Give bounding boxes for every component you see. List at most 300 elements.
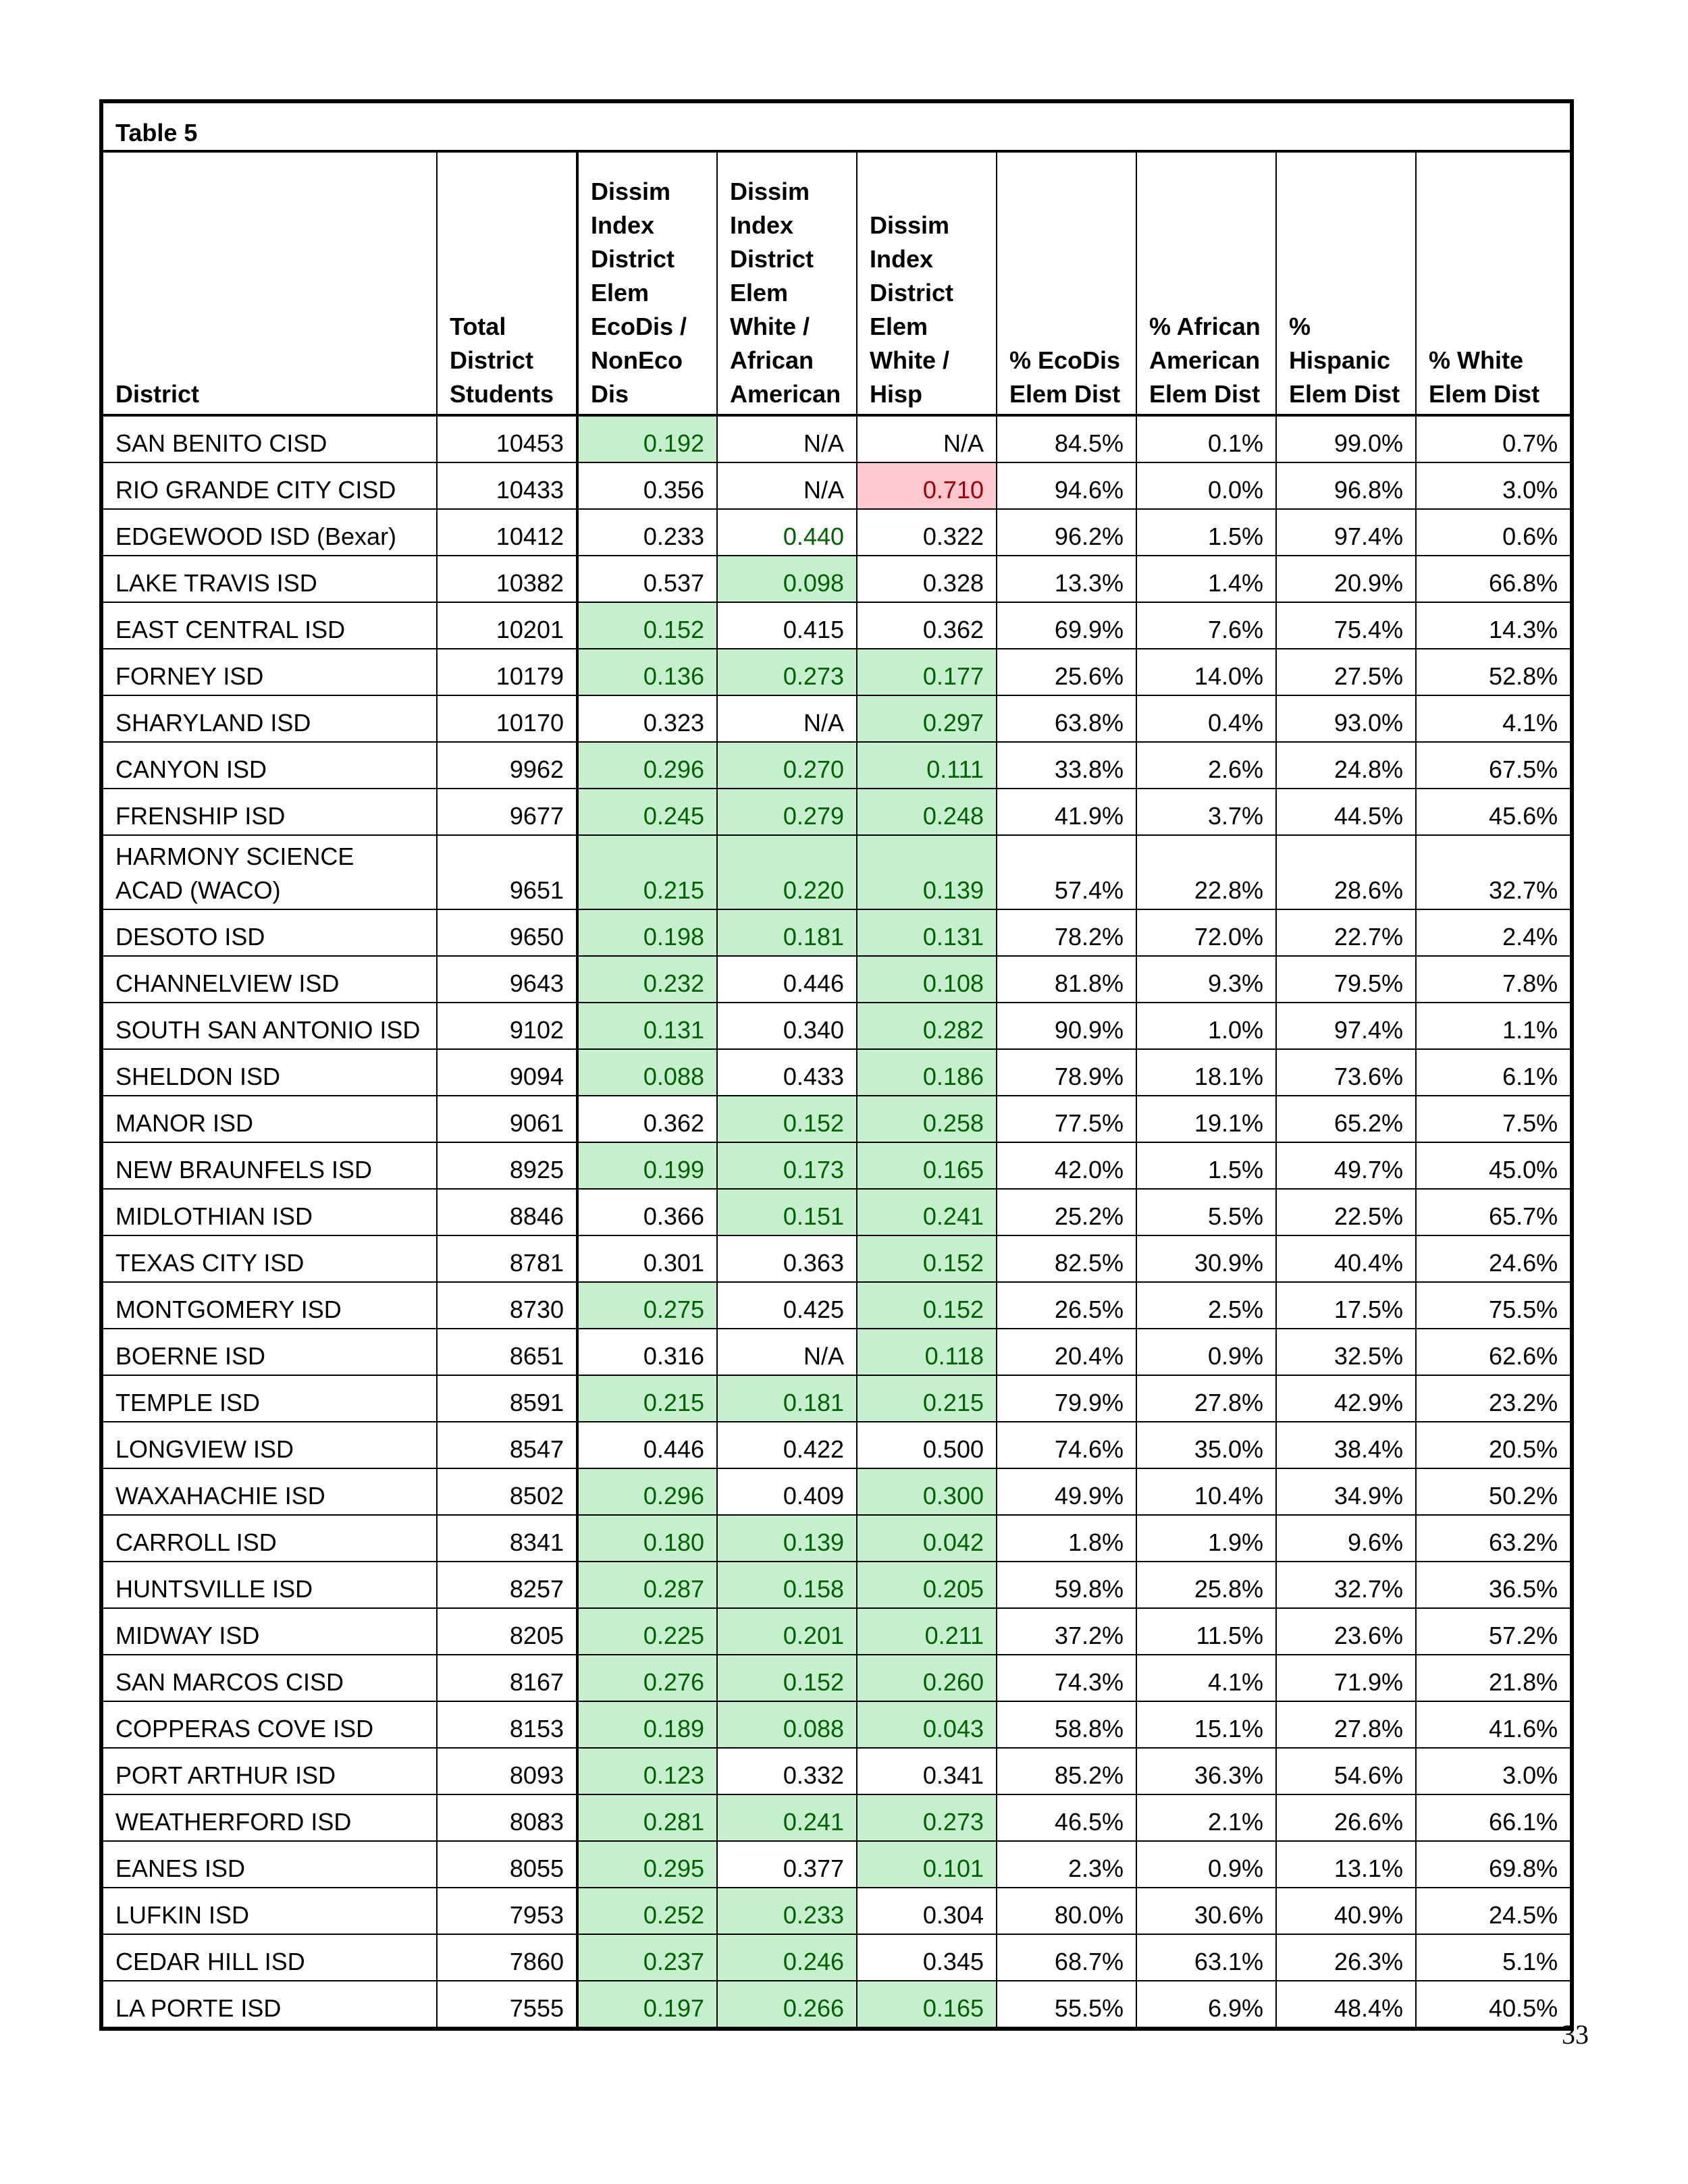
table-row bbox=[101, 742, 1572, 789]
cell-total-students: 10179 bbox=[437, 649, 577, 695]
cell-pct-hispanic: 73.6% bbox=[1276, 1049, 1416, 1096]
cell-pct-white: 21.8% bbox=[1416, 1655, 1572, 1701]
cell-pct-white: 5.1% bbox=[1416, 1934, 1572, 1981]
cell-dissim-white-aa: 0.415 bbox=[717, 602, 857, 649]
cell-pct-hispanic: 24.8% bbox=[1276, 742, 1416, 789]
page-number: 33 bbox=[1562, 2019, 1589, 2050]
cell-pct-african-american: 22.8% bbox=[1136, 835, 1276, 909]
cell-pct-white: 62.6% bbox=[1416, 1329, 1572, 1375]
cell-pct-white: 20.5% bbox=[1416, 1422, 1572, 1468]
cell-dissim-ecodis: 0.180 bbox=[577, 1515, 717, 1562]
cell-total-students: 7860 bbox=[437, 1934, 577, 1981]
cell-district: EAST CENTRAL ISD bbox=[101, 602, 437, 649]
header-total-students: Total District Students bbox=[437, 151, 577, 415]
cell-pct-hispanic: 22.7% bbox=[1276, 909, 1416, 956]
cell-pct-white: 57.2% bbox=[1416, 1608, 1572, 1655]
cell-dissim-white-hisp: 0.341 bbox=[857, 1748, 997, 1794]
cell-pct-hispanic: 38.4% bbox=[1276, 1422, 1416, 1468]
cell-district: DESOTO ISD bbox=[101, 909, 437, 956]
cell-pct-white: 24.5% bbox=[1416, 1888, 1572, 1934]
cell-pct-african-american: 6.9% bbox=[1136, 1981, 1276, 2029]
cell-pct-hispanic: 97.4% bbox=[1276, 509, 1416, 556]
cell-pct-white: 52.8% bbox=[1416, 649, 1572, 695]
cell-pct-hispanic: 26.3% bbox=[1276, 1934, 1416, 1981]
cell-pct-hispanic: 17.5% bbox=[1276, 1282, 1416, 1329]
cell-dissim-ecodis: 0.316 bbox=[577, 1329, 717, 1375]
cell-total-students: 9651 bbox=[437, 835, 577, 909]
cell-pct-african-american: 1.5% bbox=[1136, 509, 1276, 556]
cell-total-students: 9102 bbox=[437, 1003, 577, 1049]
cell-pct-ecodis: 58.8% bbox=[997, 1701, 1136, 1748]
cell-total-students: 8167 bbox=[437, 1655, 577, 1701]
header-dissim-ecodis: Dissim Index District Elem EcoDis / NonEco Dis bbox=[577, 151, 717, 415]
cell-total-students: 8341 bbox=[437, 1515, 577, 1562]
table-row bbox=[101, 1608, 1572, 1655]
cell-district: SAN MARCOS CISD bbox=[101, 1655, 437, 1701]
cell-dissim-ecodis: 0.233 bbox=[577, 509, 717, 556]
cell-district: LAKE TRAVIS ISD bbox=[101, 556, 437, 602]
table-row bbox=[101, 1655, 1572, 1701]
cell-total-students: 10382 bbox=[437, 556, 577, 602]
cell-dissim-white-aa: N/A bbox=[717, 695, 857, 742]
cell-dissim-ecodis: 0.446 bbox=[577, 1422, 717, 1468]
cell-dissim-white-aa: 0.088 bbox=[717, 1701, 857, 1748]
cell-dissim-white-hisp: 0.042 bbox=[857, 1515, 997, 1562]
cell-total-students: 8925 bbox=[437, 1142, 577, 1189]
cell-pct-white: 3.0% bbox=[1416, 462, 1572, 509]
cell-dissim-white-aa: 0.152 bbox=[717, 1096, 857, 1142]
cell-total-students: 8846 bbox=[437, 1189, 577, 1235]
cell-district: MANOR ISD bbox=[101, 1096, 437, 1142]
cell-district: SHARYLAND ISD bbox=[101, 695, 437, 742]
data-table bbox=[99, 99, 1574, 2031]
cell-dissim-white-aa: 0.270 bbox=[717, 742, 857, 789]
cell-pct-ecodis: 42.0% bbox=[997, 1142, 1136, 1189]
table-row bbox=[101, 1422, 1572, 1468]
table-row bbox=[101, 1096, 1572, 1142]
cell-dissim-ecodis: 0.192 bbox=[577, 415, 717, 462]
cell-pct-hispanic: 40.9% bbox=[1276, 1888, 1416, 1934]
cell-pct-white: 75.5% bbox=[1416, 1282, 1572, 1329]
table-row bbox=[101, 1003, 1572, 1049]
cell-total-students: 9061 bbox=[437, 1096, 577, 1142]
cell-pct-african-american: 1.5% bbox=[1136, 1142, 1276, 1189]
cell-pct-african-american: 0.1% bbox=[1136, 415, 1276, 462]
cell-pct-white: 23.2% bbox=[1416, 1375, 1572, 1422]
cell-total-students: 10433 bbox=[437, 462, 577, 509]
cell-district: EDGEWOOD ISD (Bexar) bbox=[101, 509, 437, 556]
cell-total-students: 9643 bbox=[437, 956, 577, 1003]
cell-pct-ecodis: 78.2% bbox=[997, 909, 1136, 956]
cell-dissim-white-aa: 0.246 bbox=[717, 1934, 857, 1981]
cell-dissim-ecodis: 0.088 bbox=[577, 1049, 717, 1096]
cell-dissim-white-hisp: 0.297 bbox=[857, 695, 997, 742]
cell-pct-african-american: 0.4% bbox=[1136, 695, 1276, 742]
cell-pct-hispanic: 26.6% bbox=[1276, 1794, 1416, 1841]
cell-pct-hispanic: 49.7% bbox=[1276, 1142, 1416, 1189]
table-row bbox=[101, 602, 1572, 649]
table-row bbox=[101, 1981, 1572, 2029]
cell-pct-ecodis: 1.8% bbox=[997, 1515, 1136, 1562]
cell-pct-ecodis: 80.0% bbox=[997, 1888, 1136, 1934]
cell-pct-african-american: 15.1% bbox=[1136, 1701, 1276, 1748]
cell-dissim-white-hisp: 0.282 bbox=[857, 1003, 997, 1049]
cell-district: MONTGOMERY ISD bbox=[101, 1282, 437, 1329]
cell-pct-african-american: 63.1% bbox=[1136, 1934, 1276, 1981]
cell-district: SAN BENITO CISD bbox=[101, 415, 437, 462]
cell-pct-african-american: 14.0% bbox=[1136, 649, 1276, 695]
cell-total-students: 8730 bbox=[437, 1282, 577, 1329]
cell-dissim-white-hisp: 0.101 bbox=[857, 1841, 997, 1888]
cell-dissim-ecodis: 0.296 bbox=[577, 1468, 717, 1515]
cell-pct-ecodis: 78.9% bbox=[997, 1049, 1136, 1096]
cell-district: NEW BRAUNFELS ISD bbox=[101, 1142, 437, 1189]
cell-district: CANYON ISD bbox=[101, 742, 437, 789]
cell-pct-white: 7.5% bbox=[1416, 1096, 1572, 1142]
cell-dissim-white-hisp: 0.258 bbox=[857, 1096, 997, 1142]
cell-dissim-ecodis: 0.197 bbox=[577, 1981, 717, 2029]
cell-dissim-white-hisp: N/A bbox=[857, 415, 997, 462]
cell-pct-hispanic: 23.6% bbox=[1276, 1608, 1416, 1655]
cell-dissim-ecodis: 0.215 bbox=[577, 1375, 717, 1422]
cell-dissim-white-hisp: 0.111 bbox=[857, 742, 997, 789]
cell-district: CARROLL ISD bbox=[101, 1515, 437, 1562]
cell-pct-hispanic: 71.9% bbox=[1276, 1655, 1416, 1701]
cell-dissim-white-aa: 0.425 bbox=[717, 1282, 857, 1329]
cell-dissim-white-hisp: 0.304 bbox=[857, 1888, 997, 1934]
cell-district: CEDAR HILL ISD bbox=[101, 1934, 437, 1981]
cell-dissim-white-hisp: 0.500 bbox=[857, 1422, 997, 1468]
cell-dissim-white-hisp: 0.215 bbox=[857, 1375, 997, 1422]
cell-dissim-white-aa: 0.340 bbox=[717, 1003, 857, 1049]
cell-total-students: 9962 bbox=[437, 742, 577, 789]
cell-pct-african-american: 2.6% bbox=[1136, 742, 1276, 789]
cell-district: WAXAHACHIE ISD bbox=[101, 1468, 437, 1515]
cell-dissim-white-aa: 0.152 bbox=[717, 1655, 857, 1701]
cell-pct-hispanic: 22.5% bbox=[1276, 1189, 1416, 1235]
cell-pct-white: 63.2% bbox=[1416, 1515, 1572, 1562]
cell-pct-hispanic: 65.2% bbox=[1276, 1096, 1416, 1142]
cell-pct-african-american: 19.1% bbox=[1136, 1096, 1276, 1142]
cell-total-students: 10453 bbox=[437, 415, 577, 462]
cell-pct-white: 36.5% bbox=[1416, 1562, 1572, 1608]
cell-pct-hispanic: 9.6% bbox=[1276, 1515, 1416, 1562]
cell-pct-hispanic: 96.8% bbox=[1276, 462, 1416, 509]
cell-pct-hispanic: 79.5% bbox=[1276, 956, 1416, 1003]
cell-total-students: 8093 bbox=[437, 1748, 577, 1794]
cell-total-students: 8781 bbox=[437, 1235, 577, 1282]
table-row bbox=[101, 835, 1572, 909]
cell-pct-hispanic: 54.6% bbox=[1276, 1748, 1416, 1794]
cell-dissim-white-aa: 0.181 bbox=[717, 1375, 857, 1422]
cell-dissim-white-aa: 0.139 bbox=[717, 1515, 857, 1562]
cell-district: EANES ISD bbox=[101, 1841, 437, 1888]
cell-dissim-ecodis: 0.295 bbox=[577, 1841, 717, 1888]
cell-district: FRENSHIP ISD bbox=[101, 789, 437, 835]
cell-dissim-white-aa: 0.422 bbox=[717, 1422, 857, 1468]
cell-pct-white: 45.0% bbox=[1416, 1142, 1572, 1189]
cell-pct-white: 0.7% bbox=[1416, 415, 1572, 462]
cell-dissim-white-hisp: 0.273 bbox=[857, 1794, 997, 1841]
table-row bbox=[101, 1468, 1572, 1515]
cell-dissim-white-hisp: 0.165 bbox=[857, 1142, 997, 1189]
table-row bbox=[101, 1142, 1572, 1189]
cell-dissim-white-hisp: 0.322 bbox=[857, 509, 997, 556]
cell-pct-african-american: 7.6% bbox=[1136, 602, 1276, 649]
cell-pct-african-american: 1.4% bbox=[1136, 556, 1276, 602]
cell-district: RIO GRANDE CITY CISD bbox=[101, 462, 437, 509]
cell-district: MIDLOTHIAN ISD bbox=[101, 1189, 437, 1235]
cell-pct-ecodis: 26.5% bbox=[997, 1282, 1136, 1329]
cell-pct-white: 67.5% bbox=[1416, 742, 1572, 789]
cell-pct-hispanic: 13.1% bbox=[1276, 1841, 1416, 1888]
cell-district: PORT ARTHUR ISD bbox=[101, 1748, 437, 1794]
cell-dissim-white-aa: 0.098 bbox=[717, 556, 857, 602]
cell-total-students: 7953 bbox=[437, 1888, 577, 1934]
cell-pct-white: 1.1% bbox=[1416, 1003, 1572, 1049]
cell-pct-white: 7.8% bbox=[1416, 956, 1572, 1003]
cell-dissim-ecodis: 0.237 bbox=[577, 1934, 717, 1981]
cell-dissim-white-hisp: 0.362 bbox=[857, 602, 997, 649]
cell-pct-hispanic: 34.9% bbox=[1276, 1468, 1416, 1515]
cell-pct-ecodis: 85.2% bbox=[997, 1748, 1136, 1794]
cell-pct-african-american: 9.3% bbox=[1136, 956, 1276, 1003]
cell-dissim-white-hisp: 0.241 bbox=[857, 1189, 997, 1235]
cell-total-students: 8502 bbox=[437, 1468, 577, 1515]
cell-dissim-white-aa: 0.151 bbox=[717, 1189, 857, 1235]
cell-pct-ecodis: 46.5% bbox=[997, 1794, 1136, 1841]
cell-pct-african-american: 0.9% bbox=[1136, 1329, 1276, 1375]
cell-pct-african-american: 30.6% bbox=[1136, 1888, 1276, 1934]
cell-pct-white: 50.2% bbox=[1416, 1468, 1572, 1515]
cell-pct-ecodis: 33.8% bbox=[997, 742, 1136, 789]
table-row bbox=[101, 415, 1572, 462]
table-row bbox=[101, 1235, 1572, 1282]
cell-dissim-white-hisp: 0.108 bbox=[857, 956, 997, 1003]
cell-dissim-white-hisp: 0.152 bbox=[857, 1282, 997, 1329]
table-row bbox=[101, 462, 1572, 509]
cell-dissim-ecodis: 0.366 bbox=[577, 1189, 717, 1235]
cell-dissim-white-aa: 0.332 bbox=[717, 1748, 857, 1794]
cell-pct-ecodis: 25.6% bbox=[997, 649, 1136, 695]
cell-dissim-ecodis: 0.136 bbox=[577, 649, 717, 695]
cell-pct-hispanic: 75.4% bbox=[1276, 602, 1416, 649]
table-row bbox=[101, 1515, 1572, 1562]
cell-pct-african-american: 11.5% bbox=[1136, 1608, 1276, 1655]
table-caption-row bbox=[101, 101, 1572, 151]
cell-pct-african-american: 2.5% bbox=[1136, 1282, 1276, 1329]
cell-district: COPPERAS COVE ISD bbox=[101, 1701, 437, 1748]
cell-dissim-white-aa: 0.158 bbox=[717, 1562, 857, 1608]
cell-dissim-ecodis: 0.296 bbox=[577, 742, 717, 789]
cell-dissim-white-aa: N/A bbox=[717, 415, 857, 462]
cell-dissim-white-aa: 0.279 bbox=[717, 789, 857, 835]
cell-dissim-ecodis: 0.362 bbox=[577, 1096, 717, 1142]
cell-pct-ecodis: 49.9% bbox=[997, 1468, 1136, 1515]
cell-pct-ecodis: 82.5% bbox=[997, 1235, 1136, 1282]
cell-pct-white: 6.1% bbox=[1416, 1049, 1572, 1096]
cell-pct-ecodis: 94.6% bbox=[997, 462, 1136, 509]
cell-pct-african-american: 30.9% bbox=[1136, 1235, 1276, 1282]
cell-dissim-white-hisp: 0.211 bbox=[857, 1608, 997, 1655]
cell-dissim-white-hisp: 0.186 bbox=[857, 1049, 997, 1096]
table-row bbox=[101, 556, 1572, 602]
cell-total-students: 9677 bbox=[437, 789, 577, 835]
cell-pct-white: 65.7% bbox=[1416, 1189, 1572, 1235]
cell-dissim-white-aa: 0.201 bbox=[717, 1608, 857, 1655]
table-row bbox=[101, 1282, 1572, 1329]
cell-total-students: 10170 bbox=[437, 695, 577, 742]
cell-pct-ecodis: 63.8% bbox=[997, 695, 1136, 742]
table-row bbox=[101, 649, 1572, 695]
cell-dissim-white-aa: 0.241 bbox=[717, 1794, 857, 1841]
cell-pct-white: 40.5% bbox=[1416, 1981, 1572, 2029]
cell-pct-ecodis: 81.8% bbox=[997, 956, 1136, 1003]
table-row bbox=[101, 1934, 1572, 1981]
cell-pct-ecodis: 84.5% bbox=[997, 415, 1136, 462]
cell-dissim-white-aa: 0.363 bbox=[717, 1235, 857, 1282]
cell-pct-hispanic: 44.5% bbox=[1276, 789, 1416, 835]
cell-pct-white: 3.0% bbox=[1416, 1748, 1572, 1794]
table-row bbox=[101, 1049, 1572, 1096]
cell-pct-african-american: 2.1% bbox=[1136, 1794, 1276, 1841]
cell-pct-hispanic: 93.0% bbox=[1276, 695, 1416, 742]
cell-dissim-white-hisp: 0.043 bbox=[857, 1701, 997, 1748]
cell-total-students: 8205 bbox=[437, 1608, 577, 1655]
cell-pct-african-american: 4.1% bbox=[1136, 1655, 1276, 1701]
cell-pct-ecodis: 74.6% bbox=[997, 1422, 1136, 1468]
cell-district: HUNTSVILLE ISD bbox=[101, 1562, 437, 1608]
cell-dissim-white-aa: N/A bbox=[717, 462, 857, 509]
cell-dissim-white-hisp: 0.165 bbox=[857, 1981, 997, 2029]
cell-dissim-white-aa: 0.173 bbox=[717, 1142, 857, 1189]
cell-district: MIDWAY ISD bbox=[101, 1608, 437, 1655]
cell-pct-ecodis: 90.9% bbox=[997, 1003, 1136, 1049]
cell-dissim-white-aa: 0.273 bbox=[717, 649, 857, 695]
cell-total-students: 8547 bbox=[437, 1422, 577, 1468]
cell-district: TEXAS CITY ISD bbox=[101, 1235, 437, 1282]
table-row bbox=[101, 695, 1572, 742]
cell-pct-ecodis: 77.5% bbox=[997, 1096, 1136, 1142]
cell-pct-african-american: 0.0% bbox=[1136, 462, 1276, 509]
cell-pct-white: 14.3% bbox=[1416, 602, 1572, 649]
cell-dissim-ecodis: 0.152 bbox=[577, 602, 717, 649]
cell-dissim-white-hisp: 0.260 bbox=[857, 1655, 997, 1701]
cell-pct-hispanic: 42.9% bbox=[1276, 1375, 1416, 1422]
cell-pct-ecodis: 96.2% bbox=[997, 509, 1136, 556]
cell-dissim-white-aa: N/A bbox=[717, 1329, 857, 1375]
cell-district: SHELDON ISD bbox=[101, 1049, 437, 1096]
cell-pct-african-american: 36.3% bbox=[1136, 1748, 1276, 1794]
cell-total-students: 8083 bbox=[437, 1794, 577, 1841]
cell-pct-hispanic: 40.4% bbox=[1276, 1235, 1416, 1282]
cell-dissim-ecodis: 0.123 bbox=[577, 1748, 717, 1794]
cell-pct-hispanic: 99.0% bbox=[1276, 415, 1416, 462]
cell-pct-african-american: 3.7% bbox=[1136, 789, 1276, 835]
cell-dissim-white-aa: 0.433 bbox=[717, 1049, 857, 1096]
cell-dissim-white-hisp: 0.345 bbox=[857, 1934, 997, 1981]
cell-pct-ecodis: 68.7% bbox=[997, 1934, 1136, 1981]
cell-dissim-white-hisp: 0.152 bbox=[857, 1235, 997, 1282]
cell-pct-african-american: 10.4% bbox=[1136, 1468, 1276, 1515]
cell-pct-white: 2.4% bbox=[1416, 909, 1572, 956]
cell-dissim-white-aa: 0.233 bbox=[717, 1888, 857, 1934]
cell-pct-white: 41.6% bbox=[1416, 1701, 1572, 1748]
cell-dissim-white-aa: 0.446 bbox=[717, 956, 857, 1003]
cell-district: BOERNE ISD bbox=[101, 1329, 437, 1375]
cell-district: LA PORTE ISD bbox=[101, 1981, 437, 2029]
cell-pct-ecodis: 25.2% bbox=[997, 1189, 1136, 1235]
cell-dissim-ecodis: 0.275 bbox=[577, 1282, 717, 1329]
cell-pct-white: 24.6% bbox=[1416, 1235, 1572, 1282]
header-pct-ecodis: % EcoDis Elem Dist bbox=[997, 151, 1136, 415]
cell-total-students: 7555 bbox=[437, 1981, 577, 2029]
cell-dissim-white-aa: 0.377 bbox=[717, 1841, 857, 1888]
cell-total-students: 10201 bbox=[437, 602, 577, 649]
cell-pct-ecodis: 2.3% bbox=[997, 1841, 1136, 1888]
cell-dissim-ecodis: 0.198 bbox=[577, 909, 717, 956]
cell-dissim-ecodis: 0.276 bbox=[577, 1655, 717, 1701]
header-dissim-white-hisp: Dissim Index District Elem White / Hisp bbox=[857, 151, 997, 415]
cell-dissim-white-hisp: 0.328 bbox=[857, 556, 997, 602]
table-row bbox=[101, 956, 1572, 1003]
cell-pct-hispanic: 32.5% bbox=[1276, 1329, 1416, 1375]
cell-district: SOUTH SAN ANTONIO ISD bbox=[101, 1003, 437, 1049]
cell-pct-ecodis: 74.3% bbox=[997, 1655, 1136, 1701]
table-row bbox=[101, 1841, 1572, 1888]
cell-pct-african-american: 72.0% bbox=[1136, 909, 1276, 956]
cell-dissim-ecodis: 0.252 bbox=[577, 1888, 717, 1934]
cell-dissim-ecodis: 0.281 bbox=[577, 1794, 717, 1841]
header-pct-african-american: % African American Elem Dist bbox=[1136, 151, 1276, 415]
table-row bbox=[101, 1189, 1572, 1235]
cell-district: TEMPLE ISD bbox=[101, 1375, 437, 1422]
cell-district: WEATHERFORD ISD bbox=[101, 1794, 437, 1841]
header-pct-hispanic: % Hispanic Elem Dist bbox=[1276, 151, 1416, 415]
cell-pct-african-american: 0.9% bbox=[1136, 1841, 1276, 1888]
table-row bbox=[101, 789, 1572, 835]
cell-dissim-white-hisp: 0.139 bbox=[857, 835, 997, 909]
cell-dissim-white-aa: 0.266 bbox=[717, 1981, 857, 2029]
header-district: District bbox=[101, 151, 437, 415]
cell-pct-african-american: 5.5% bbox=[1136, 1189, 1276, 1235]
cell-dissim-ecodis: 0.215 bbox=[577, 835, 717, 909]
cell-dissim-ecodis: 0.232 bbox=[577, 956, 717, 1003]
cell-pct-african-american: 1.9% bbox=[1136, 1515, 1276, 1562]
cell-dissim-ecodis: 0.225 bbox=[577, 1608, 717, 1655]
cell-dissim-white-aa: 0.409 bbox=[717, 1468, 857, 1515]
cell-district: HARMONY SCIENCE ACAD (WACO) bbox=[101, 835, 437, 909]
cell-dissim-ecodis: 0.199 bbox=[577, 1142, 717, 1189]
cell-pct-hispanic: 20.9% bbox=[1276, 556, 1416, 602]
cell-pct-ecodis: 20.4% bbox=[997, 1329, 1136, 1375]
table-row bbox=[101, 509, 1572, 556]
cell-pct-white: 69.8% bbox=[1416, 1841, 1572, 1888]
cell-dissim-white-hisp: 0.177 bbox=[857, 649, 997, 695]
cell-pct-white: 0.6% bbox=[1416, 509, 1572, 556]
cell-pct-white: 66.8% bbox=[1416, 556, 1572, 602]
cell-dissim-white-hisp: 0.300 bbox=[857, 1468, 997, 1515]
table-caption: Table 5 bbox=[101, 101, 1572, 151]
cell-pct-white: 4.1% bbox=[1416, 695, 1572, 742]
cell-district: CHANNELVIEW ISD bbox=[101, 956, 437, 1003]
cell-total-students: 9650 bbox=[437, 909, 577, 956]
cell-dissim-white-hisp: 0.118 bbox=[857, 1329, 997, 1375]
cell-dissim-ecodis: 0.301 bbox=[577, 1235, 717, 1282]
cell-dissim-ecodis: 0.131 bbox=[577, 1003, 717, 1049]
cell-pct-white: 66.1% bbox=[1416, 1794, 1572, 1841]
cell-dissim-white-hisp: 0.710 bbox=[857, 462, 997, 509]
